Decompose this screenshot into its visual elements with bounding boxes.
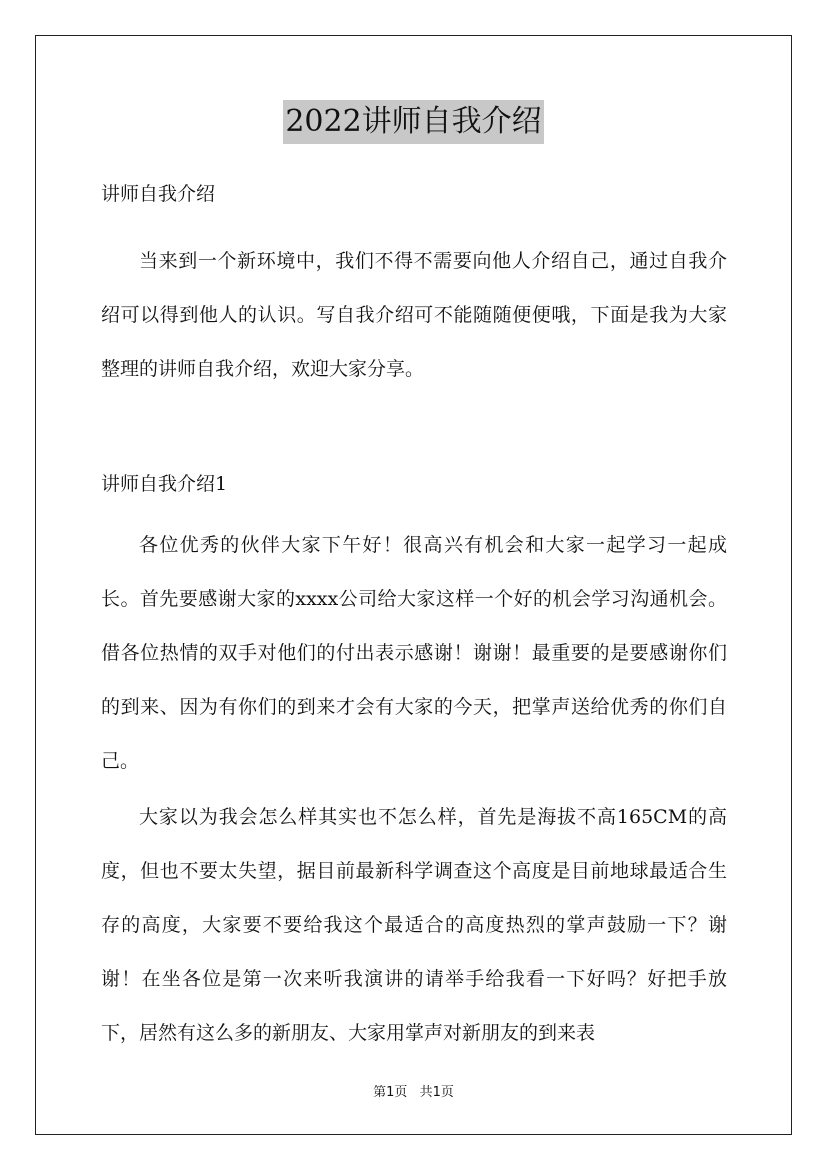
- title-container: [0, 100, 827, 144]
- spacer: [101, 396, 727, 462]
- document-title: 2022讲师自我介绍: [283, 100, 543, 144]
- page-number: 第1页: [373, 1085, 408, 1100]
- spacer: [101, 506, 727, 518]
- section1-heading: 讲师自我介绍1: [101, 473, 228, 495]
- page-footer: [0, 1084, 827, 1102]
- section1-paragraph-1: 各位优秀的伙伴大家下午好！很高兴有机会和大家一起学习一起成长。首先要感谢大家的xxxx公司给大家这样一个好的机会学习沟通机会。借各位热情的双手对他们的付出表示感谢！谢谢！最重要的是要感谢你们的到来、因为有你们的到来才会有大家的今天，把掌声送给优秀的你们自己。: [101, 534, 727, 772]
- document-body: [101, 172, 727, 1060]
- section1-paragraph-2: 大家以为我会怎么样其实也不怎么样，首先是海拔不高165CM的高度，但也不要太失望，据目前最新科学调查这个高度是目前地球最适合生存的高度，大家要不要给我这个最适合的高度热烈的掌声鼓励一下？谢谢！在坐各位是第一次来听我演讲的请举手给我看一下好吗？好把手放下，居然有这么多的新朋友、大家用掌声对新朋友的到来表: [101, 806, 727, 1044]
- page-total: 共1页: [419, 1085, 454, 1100]
- spacer: [101, 216, 727, 234]
- intro-heading: 讲师自我介绍: [101, 183, 216, 205]
- intro-paragraph: 当来到一个新环境中，我们不得不需要向他人介绍自己，通过自我介绍可以得到他人的认识。写自我介绍可不能随随便便哦，下面是我为大家整理的讲师自我介绍，欢迎大家分享。: [101, 250, 727, 380]
